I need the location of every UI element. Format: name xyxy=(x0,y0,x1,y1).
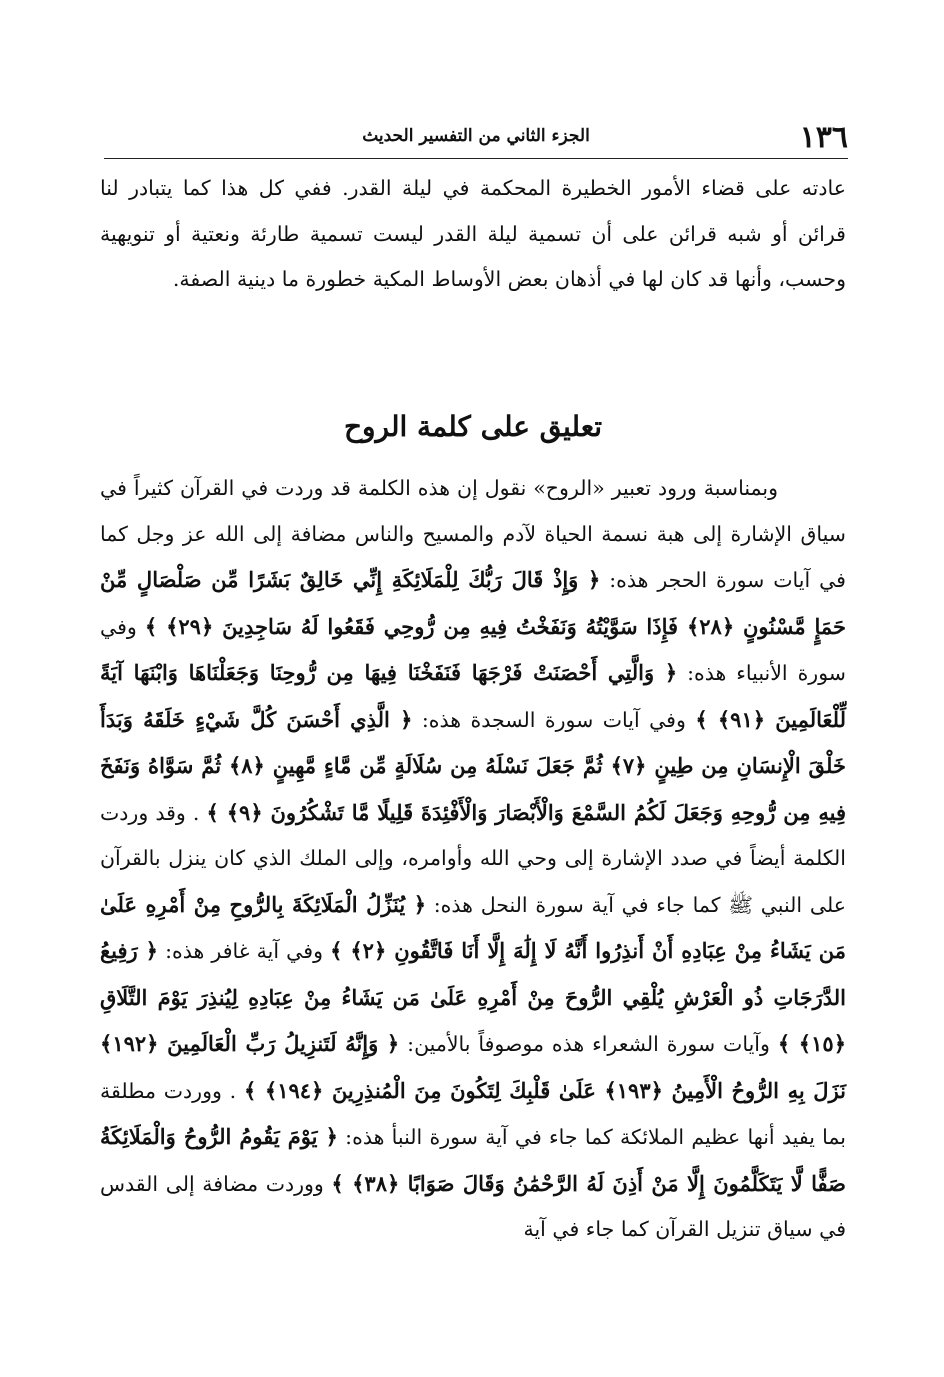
quran-verse-ghafir: ﴿ رَفِيعُ الدَّرَجَاتِ ذُو الْعَرْشِ يُلْقِي الرُّوحَ مِنْ أَمْرِهِ عَلَىٰ مَن يَشَاءُ مِنْ عِبَادِهِ لِيُنذِرَ يَوْمَ التَّلَاقِ ﴿١٥﴾ ﴾ xyxy=(100,938,846,1056)
prose-segment: وبمناسبة ورود تعبير «الروح» نقول إن هذه الكلمة قد وردت في القرآن كثيراً في سياق الإشارة إلى هبة نسمة الحياة لآدم والمسيح والناس مضافة إلى الله عز وجل كما في آيات سورة الحجر هذه: xyxy=(100,476,846,592)
prose-segment: وفي آية غافر هذه: xyxy=(165,939,323,963)
section-heading: تعليق على كلمة الروح xyxy=(343,410,603,443)
paragraph-2 xyxy=(100,466,846,1253)
paragraph-1-text: عادته على قضاء الأمور الخطيرة المحكمة في ليلة القدر. ففي كل هذا كما يتبادر لنا قرائن أو شبه قرائن على أن تسمية ليلة القدر ليست تسمية طارئة ونعتية أو تنويهية وحسب، وأنها قد كان لها في أذهان بعض الأوساط المكية خطورة ما دينية الصفة. xyxy=(100,176,846,291)
page-number: ١٣٦ xyxy=(799,120,848,155)
prose-segment: وآيات سورة الشعراء هذه موصوفاً بالأمين: xyxy=(407,1032,770,1056)
paragraph-1 xyxy=(100,166,846,303)
page-header xyxy=(104,118,848,159)
running-title: الجزء الثاني من التفسير الحديث xyxy=(362,126,590,146)
quran-verse-shuara: ﴿ وَإِنَّهُ لَتَنزِيلُ رَبِّ الْعَالَمِينَ ﴿١٩٢﴾ نَزَلَ بِهِ الرُّوحُ الْأَمِينُ ﴿١٩٣﴾ عَلَىٰ قَلْبِكَ لِتَكُونَ مِنَ الْمُنذِرِينَ ﴿١٩٤﴾ ﴾ xyxy=(100,1031,846,1103)
quran-verse-sajda: ﴿ الَّذِي أَحْسَنَ كُلَّ شَيْءٍ خَلَقَهُ وَبَدَأَ خَلْقَ الْإِنسَانِ مِن طِينٍ ﴿٧﴾ ثُمَّ جَعَلَ نَسْلَهُ مِن سُلَالَةٍ مِّن مَّاءٍ مَّهِينٍ ﴿٨﴾ ثُمَّ سَوَّاهُ وَنَفَخَ فِيهِ مِن رُّوحِهِ وَجَعَلَ لَكُمُ السَّمْعَ وَالْأَبْصَارَ وَالْأَفْئِدَةَ قَلِيلًا مَّا تَشْكُرُونَ ﴿٩﴾ ﴾ xyxy=(100,706,846,825)
quran-verse-nahl: ﴿ يُنَزِّلُ الْمَلَائِكَةَ بِالرُّوحِ مِنْ أَمْرِهِ عَلَىٰ مَن يَشَاءُ مِنْ عِبَادِهِ أَنْ أَنذِرُوا أَنَّهُ لَا إِلَٰهَ إِلَّا أَنَا فَاتَّقُونِ ﴿٢﴾ ﴾ xyxy=(100,891,846,963)
prose-segment: ووردت مضافة إلى القدس في سياق تنزيل القرآن كما جاء في آية xyxy=(100,1171,846,1241)
quran-verse-naba: ﴿ يَوْمَ يَقُومُ الرُّوحُ وَالْمَلَائِكَةُ صَفًّا لَّا يَتَكَلَّمُونَ إِلَّا مَنْ أَذِنَ لَهُ الرَّحْمَٰنُ وَقَالَ صَوَابًا ﴿٣٨﴾ ﴾ xyxy=(100,1124,846,1196)
prose-segment: . وقد وردت الكلمة أيضاً في صدد الإشارة إلى وحي الله وأوامره، وإلى الملك الذي كان ينزل بالقرآن على النبي ﷺ كما جاء في آية سورة النحل هذه: xyxy=(100,800,846,917)
prose-segment: وفي سورة الأنبياء هذه: xyxy=(100,614,846,685)
quran-verse-hijr: ﴿ وَإِذْ قَالَ رَبُّكَ لِلْمَلَائِكَةِ إِنِّي خَالِقٌ بَشَرًا مِّن صَلْصَالٍ مِّنْ حَمَإٍ مَّسْنُونٍ ﴿٢٨﴾ فَإِذَا سَوَّيْتُهُ وَنَفَخْتُ فِيهِ مِن رُّوحِي فَقَعُوا لَهُ سَاجِدِينَ ﴿٢٩﴾ ﴾ xyxy=(100,567,846,639)
quran-verse-anbiya: ﴿ وَالَّتِي أَحْصَنَتْ فَرْجَهَا فَنَفَخْنَا فِيهَا مِن رُّوحِنَا وَجَعَلْنَاهَا وَابْنَهَا آيَةً لِّلْعَالَمِينَ ﴿٩١﴾ ﴾ xyxy=(100,660,847,732)
prose-segment: . ووردت مطلقة بما يفيد أنها عظيم الملائكة كما جاء في آية سورة النبأ هذه: xyxy=(100,1078,846,1149)
prose-segment: وفي آيات سورة السجدة هذه: xyxy=(421,707,686,732)
paragraph-2-text xyxy=(100,466,846,1253)
